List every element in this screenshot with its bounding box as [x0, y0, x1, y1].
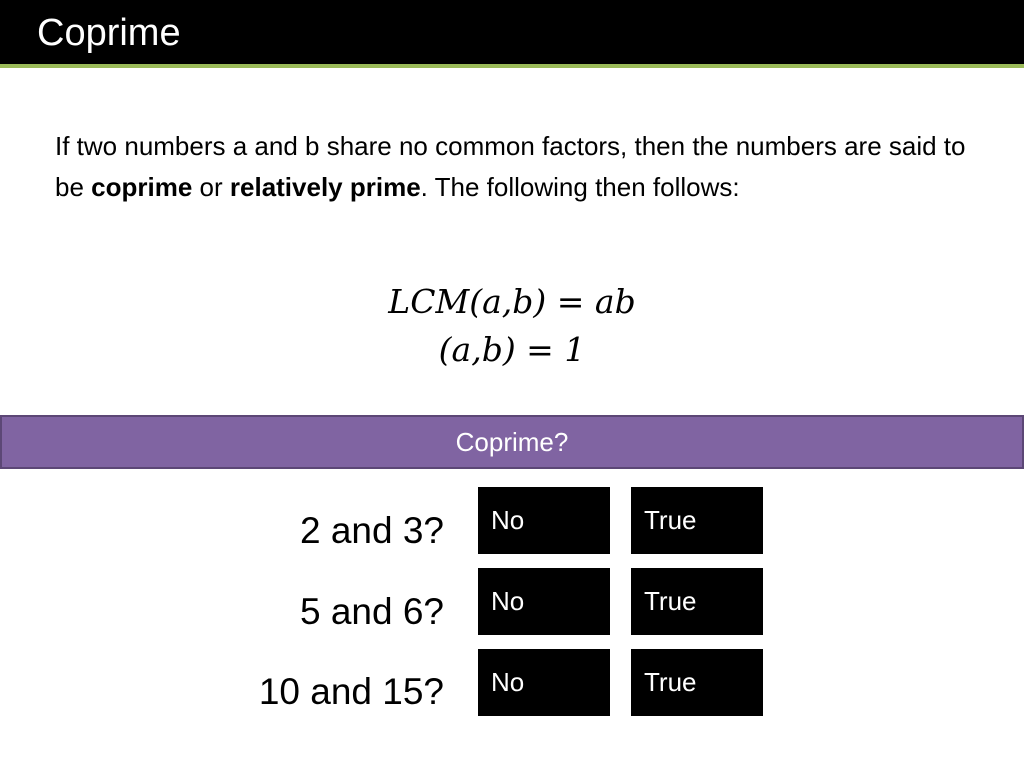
answer-no-button[interactable]: No — [478, 568, 610, 635]
formula-lcm-text: LCM(a,b) = ab — [388, 282, 636, 321]
term-relatively-prime: relatively prime — [229, 172, 421, 202]
formula-gcd-text: (a,b) = 1 — [438, 330, 586, 369]
answer-true-button[interactable]: True — [631, 568, 763, 635]
intro-paragraph — [55, 126, 985, 208]
question-label: 5 and 6? — [299, 591, 444, 632]
formula-gcd — [0, 330, 1024, 370]
answer-no-button[interactable]: No — [478, 487, 610, 554]
formula-lcm — [0, 282, 1024, 322]
question-label: 10 and 15? — [258, 671, 444, 712]
answer-true-button[interactable]: True — [631, 487, 763, 554]
slide-title: Coprime — [37, 12, 181, 54]
question-label: 2 and 3? — [299, 510, 444, 551]
answer-true-button[interactable]: True — [631, 649, 763, 716]
term-coprime: coprime — [91, 172, 193, 202]
answer-no-button[interactable]: No — [478, 649, 610, 716]
title-underline — [0, 64, 1024, 68]
quiz-banner: Coprime? — [0, 415, 1024, 469]
intro-text-1: If two numbers a and b share no common factors, then the numbers are said to be — [55, 131, 966, 202]
intro-text-2: or — [192, 172, 230, 202]
intro-text-3: . The following then follows: — [420, 172, 740, 202]
title-bar — [0, 0, 1024, 64]
